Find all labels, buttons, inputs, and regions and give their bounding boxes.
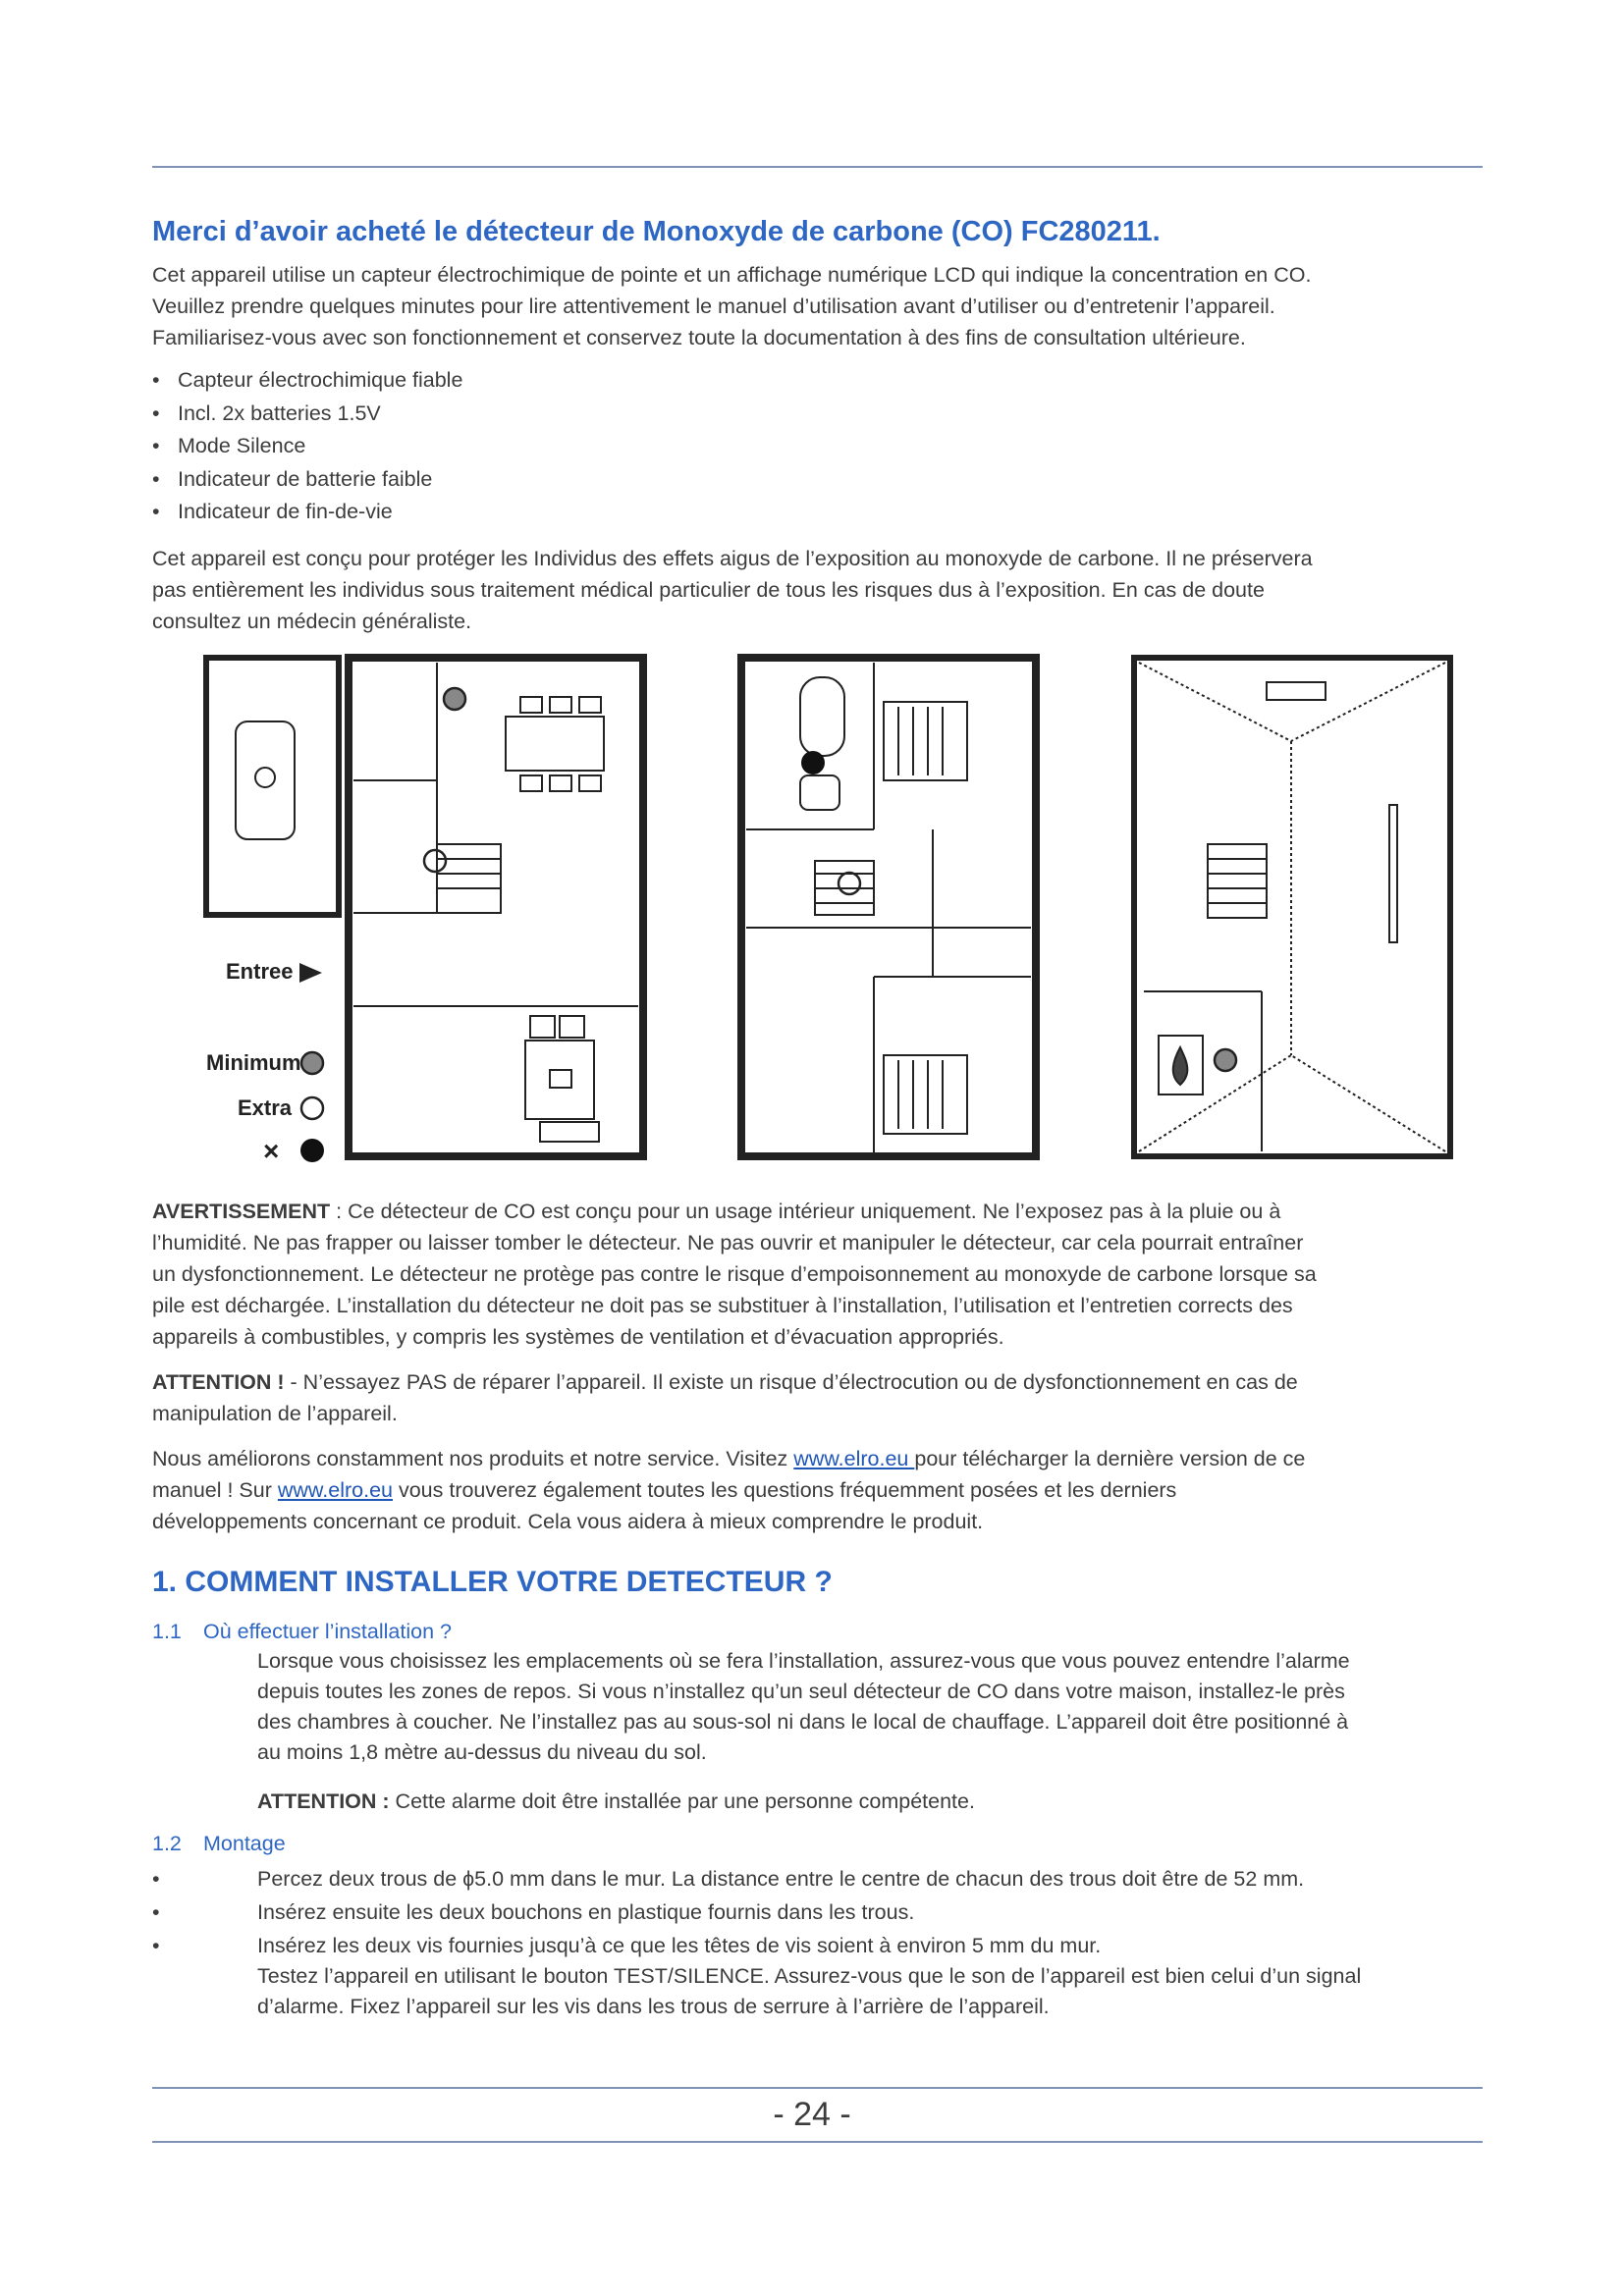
improvement-paragraph [152, 1443, 1478, 1537]
minimum-detector-marker [1215, 1049, 1236, 1071]
car-icon [236, 721, 295, 839]
mounting-line: Testez l’appareil en utilisant le bouton TEST/SILENCE. Assurez-vous que le son de l’appareil est bien celui d’un signal [257, 1964, 1362, 1988]
extra-detector-marker [839, 873, 860, 894]
entry-label: Entree [226, 959, 294, 984]
attention-text: Cette alarme doit être installée par une personne compétente. [389, 1789, 975, 1813]
list-item: • Mode Silence [152, 430, 462, 463]
legend-extra-icon [301, 1097, 323, 1119]
warning-line: un dysfonctionnement. Le détecteur ne protège pas contre le risque d’empoisonnement au monoxyde de carbone lorsque sa [152, 1262, 1317, 1286]
subsection-number: 1.2 [152, 1832, 182, 1855]
mounting-line: d’alarme. Fixez l’appareil sur les vis dans les trous de serrure à l’arrière de l’appareil. [257, 1995, 1050, 2018]
subsection-heading-1-2 [152, 1832, 286, 1856]
page-title: Merci d’avoir acheté le détecteur de Monoxyde de carbone (CO) FC280211. [152, 216, 1161, 247]
warning-line: pile est déchargée. L’installation du détecteur ne doit pas se substituer à l’installation, l’utilisation et l’entretien corrects des [152, 1294, 1293, 1317]
protection-line: pas entièrement les individus sous traitement médical particulier de tous les risques dus à l’exposition. En cas de doute [152, 578, 1265, 602]
upper-floor-wall [741, 658, 1036, 1156]
entry-arrow-icon [299, 963, 322, 983]
list-item: • Incl. 2x batteries 1.5V [152, 398, 462, 431]
improve-text: pour télécharger la dernière version de ce [914, 1447, 1306, 1470]
dining-table [506, 717, 604, 771]
list-item: • Indicateur de batterie faible [152, 463, 462, 497]
subsection-title: Montage [203, 1832, 286, 1855]
attention-line: manipulation de l’appareil. [152, 1402, 398, 1425]
bullet-icon: • [152, 1867, 160, 1891]
protection-paragraph [152, 543, 1478, 637]
warning-line: l’humidité. Ne pas frapper ou laisser tomber le détecteur. Ne pas ouvrir et manipuler le détecteur, car cela pourrait entraîner [152, 1231, 1304, 1255]
improve-text: Nous améliorons constamment nos produits et notre service. Visitez [152, 1447, 794, 1470]
list-item: • Capteur électrochimique fiable [152, 364, 462, 398]
bad-location-marker [801, 751, 825, 774]
warning-line: appareils à combustibles, y compris les systèmes de ventilation et d’évacuation appropriés. [152, 1325, 1004, 1349]
legend-minimum-label: Minimum [206, 1050, 301, 1075]
elro-link[interactable]: www.elro.eu [793, 1447, 915, 1470]
protection-line: consultez un médecin généraliste. [152, 610, 472, 633]
improve-text: vous trouverez également toutes les questions fréquemment posées et les derniers [392, 1478, 1177, 1502]
bed-upper [884, 702, 967, 780]
attention-label: ATTENTION ! [152, 1370, 285, 1394]
elro-link[interactable]: www.elro.eu [277, 1478, 393, 1502]
warning-paragraph [152, 1196, 1478, 1353]
legend-x-label: × [263, 1136, 280, 1166]
mounting-tail [257, 1961, 1465, 2022]
extra-detector-marker [424, 850, 446, 872]
footer-rule-bottom [152, 2141, 1483, 2143]
intro-line: Veuillez prendre quelques minutes pour lire attentivement le manuel d’utilisation avant d’utiliser ou d’entretenir l’appareil. [152, 294, 1275, 318]
legend-extra-label: Extra [238, 1095, 293, 1120]
installer-attention [257, 1787, 1465, 1817]
garage-wall [206, 658, 339, 915]
subsection-title: Où effectuer l’installation ? [203, 1620, 452, 1643]
location-line: au moins 1,8 mètre au-dessus du niveau du sol. [257, 1740, 707, 1764]
location-line: depuis toutes les zones de repos. Si vous n’installez qu’un seul détecteur de CO dans votre maison, installez-le près [257, 1680, 1345, 1703]
living-table [525, 1041, 594, 1119]
location-line: des chambres à coucher. Ne l’installez pas au sous-sol ni dans le local de chauffage. L’appareil doit être positionné à [257, 1710, 1349, 1734]
subsection-number: 1.1 [152, 1620, 182, 1643]
section-heading: 1. COMMENT INSTALLER VOTRE DETECTEUR ? [152, 1566, 833, 1598]
intro-paragraph [152, 259, 1478, 353]
attention-paragraph [152, 1366, 1478, 1429]
bullet-icon: • [152, 1934, 160, 1957]
improve-text: développements concernant ce produit. Cela vous aidera à mieux comprendre le produit. [152, 1510, 984, 1533]
location-line: Lorsque vous choisissez les emplacements où se fera l’installation, assurez-vous que vous pouvez entendre l’alarme [257, 1649, 1350, 1673]
attention-line: - N’essayez PAS de réparer l’appareil. Il existe un risque d’électrocution ou de dysfonctionnement en cas de [284, 1370, 1298, 1394]
mounting-step: Insérez ensuite les deux bouchons en plastique fournis dans les trous. [257, 1900, 915, 1924]
improve-text: manuel ! Sur [152, 1478, 278, 1502]
feature-list [152, 364, 462, 529]
footer-rule-top [152, 2087, 1483, 2089]
intro-line: Familiarisez-vous avec son fonctionnement et conservez toute la documentation à des fins de consultation ultérieure. [152, 326, 1246, 349]
page-number: - 24 - [773, 2096, 851, 2133]
header-rule [152, 166, 1483, 168]
subsection-heading-1-1 [152, 1620, 452, 1644]
bathtub [800, 677, 844, 756]
mounting-step: Insérez les deux vis fournies jusqu’à ce que les têtes de vis soient à environ 5 mm du mur. [257, 1934, 1102, 1957]
bed-lower [884, 1055, 967, 1134]
mounting-step: Percez deux trous de ϕ5.0 mm dans le mur. La distance entre le centre de chacun des trous doit être de 52 mm. [257, 1867, 1305, 1891]
floor-plan-diagram [196, 653, 1463, 1168]
warning-line: : Ce détecteur de CO est conçu pour un usage intérieur uniquement. Ne l’exposez pas à la pluie ou à [330, 1200, 1281, 1223]
legend-minimum-icon [301, 1052, 323, 1074]
ground-floor-wall [349, 658, 643, 1156]
bullet-icon: • [152, 1900, 160, 1924]
legend-bad-icon [300, 1139, 324, 1162]
attention-label: ATTENTION : [257, 1789, 390, 1813]
warning-label: AVERTISSEMENT [152, 1200, 331, 1223]
intro-line: Cet appareil utilise un capteur électrochimique de pointe et un affichage numérique LCD qui indique la concentration en CO. [152, 263, 1312, 287]
location-paragraph [257, 1646, 1465, 1768]
list-item: • Indicateur de fin-de-vie [152, 496, 462, 529]
protection-line: Cet appareil est conçu pour protéger les Individus des effets aigus de l’exposition au monoxyde de carbone. Il ne préservera [152, 547, 1313, 570]
minimum-detector-marker [444, 688, 465, 710]
